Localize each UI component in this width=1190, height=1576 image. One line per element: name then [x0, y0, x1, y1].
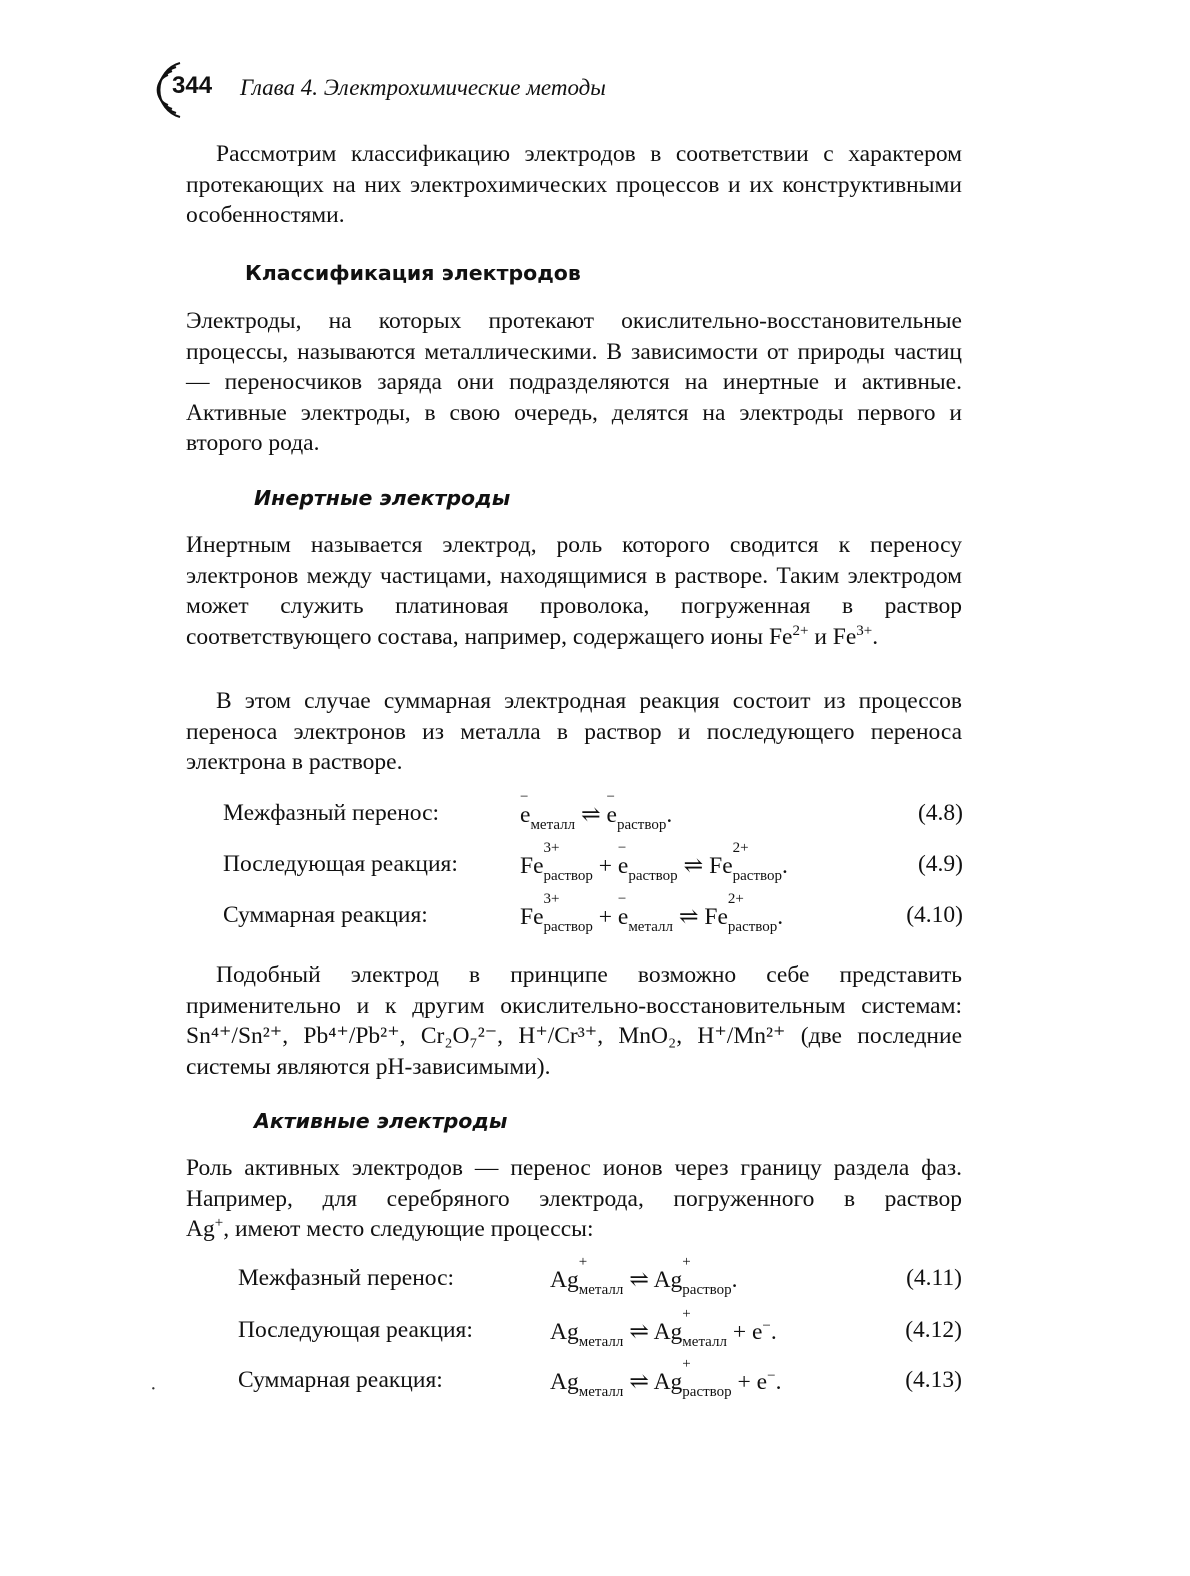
active-paragraph-tail: , имеют место следующие процессы: [223, 1216, 594, 1242]
equation-row [238, 1356, 962, 1401]
equation-number: (4.9) [917, 851, 963, 877]
systems-paragraph-text: Подобный электрод в принципе возможно себе представить применительно и к другим окислительно-восстановительным системам: [186, 962, 962, 1019]
equation-row [238, 1306, 962, 1351]
running-header [150, 55, 950, 125]
equation-number: (4.8) [917, 800, 963, 826]
equation-label: Последующая реакция: [223, 851, 458, 877]
ions-fe: $Fe^{2+}$ и $Fe^{3+}$. [768, 622, 879, 650]
equation-formula: Agметалл ⇌ Ag + раствор + e−. [550, 1356, 782, 1400]
equation-number: (4.13) [905, 1367, 962, 1393]
equation-number: (4.11) [906, 1265, 962, 1291]
equation-formula: Fe 3+ раствор + e − раствор ⇌ Fe 2+ раствор. [520, 840, 788, 884]
equation-number: (4.12) [905, 1317, 962, 1343]
equation-row [223, 840, 963, 885]
inert-paragraph-1-text: Инертным называется электрод, роль которого сводится к переносу электронов между частицами, находящимися в растворе. Таким электродом может служить платиновая проволока, погруженная в раствор соответствующего состава, например, содержащего ионы [186, 532, 962, 650]
inert-paragraph-1 [186, 530, 962, 652]
equation-formula: Fe 3+ раствор + e − металл ⇌ Fe 2+ раствор. [520, 891, 784, 935]
classification-paragraph: Электроды, на которых протекают окислительно-восстановительные процессы, называются металлическими. В зависимости от природы частиц — переносчиков заряда они подразделяются на инертные и активные. Активные электроды, в свою очередь, делятся на электроды первого и второго рода. [186, 308, 962, 456]
active-paragraph-text: Роль активных электродов — перенос ионов через границу раздела фаз. Например, для серебряного электрода, погруженного в раствор [186, 1155, 962, 1212]
equation-formula: Ag + металл ⇌ Ag + раствор. [550, 1254, 738, 1298]
equation-row [223, 789, 963, 834]
inert-paragraph-2: В этом случае суммарная электродная реакция состоит из процессов переноса электронов из металла в раствор и последующего переноса электрона в растворе. [186, 688, 962, 775]
equation-formula: e − металл ⇌ e − раствор. [520, 789, 673, 833]
inert-heading: Инертные электроды [254, 486, 511, 510]
active-paragraph: Роль активных электродов — перенос ионов через границу раздела фаз. Например, для серебряного электрода, погруженного в раствор Ag+, имеют место следующие процессы: [186, 1155, 962, 1242]
scan-speck: · [150, 1378, 157, 1400]
equation-label: Суммарная реакция: [223, 902, 428, 928]
equation-label: Межфазный перенос: [238, 1265, 455, 1291]
intro-paragraph: Рассмотрим классификацию электродов в соответствии с характером протекающих на них электрохимических процессов и их конструктивными особенностями. [186, 141, 962, 228]
equation-number: (4.10) [906, 902, 963, 928]
section-heading: Классификация электродов [245, 261, 581, 285]
systems-paragraph [186, 960, 962, 1082]
active-heading: Активные электроды [254, 1109, 508, 1133]
equation-label: Последующая реакция: [238, 1317, 473, 1343]
redox-systems: Sn⁴⁺/Sn²⁺, Pb⁴⁺/Pb²⁺, Cr₂O₇²⁻, H⁺/Cr³⁺, MnO₂, H⁺/Mn²⁺ [186, 1023, 786, 1049]
chapter-title: Глава 4. Электрохимические методы [240, 75, 606, 100]
equation-label: Суммарная реакция: [238, 1367, 443, 1393]
equation-row [238, 1254, 962, 1299]
equation-row [223, 891, 963, 936]
equation-formula: Agметалл ⇌ Ag + металл + e−. [550, 1306, 777, 1350]
page-number: 344 [172, 72, 213, 99]
equation-label: Межфазный перенос: [223, 800, 440, 826]
systems-paragraph-tail: (две последние системы являются pH-зависимыми). [186, 1023, 963, 1080]
